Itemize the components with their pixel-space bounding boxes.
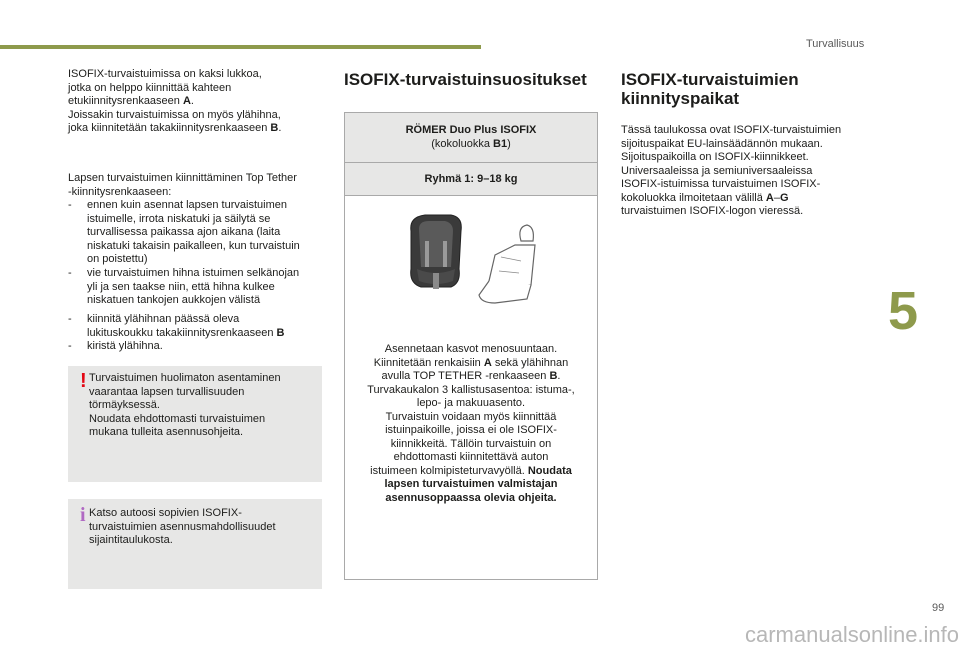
info-box: i Katso autoosi sopivien ISOFIX- turvaistuimien asennusmahdollisuudet sijaintitaulukosta. [68, 499, 322, 589]
child-seat-icon [403, 211, 543, 311]
warning-box: ! Turvaistuimen huolimaton asentaminen vaarantaa lapsen turvallisuuden törmäyksessä. Noudata ehdottomasti turvaistuimen mukana tulleita asennusohjeita. [68, 366, 322, 482]
intro-text: ISOFIX-turvaistuimissa on kaksi lukkoa, jotka on helppo kiinnittää kahteen etukiinnitysrenkaaseen A. Joissakin turvaistuimissa on myös ylähihna, joka kiinnitetään takakiinnitysrenkaaseen B. [68, 68, 282, 134]
seat-table [344, 112, 598, 580]
page-number: 99 [932, 602, 945, 614]
top-accent-bar [0, 45, 481, 49]
recommendations-title: ISOFIX-turvaistuinsuositukset [344, 70, 587, 89]
seat-name-cell: RÖMER Duo Plus ISOFIX (kokoluokka B1) [345, 113, 597, 163]
tether-intro: Lapsen turvaistuimen kiinnittäminen Top Tether -kiinnitysrenkaaseen: [68, 172, 297, 198]
info-icon: i [80, 504, 86, 526]
warning-icon: ! [80, 370, 87, 392]
chapter-number: 5 [888, 281, 919, 341]
anchorage-title: ISOFIX-turvaistuimien kiinnityspaikat [621, 70, 799, 108]
child-seat-illustration [403, 211, 543, 316]
anchorage-body: Tässä taulukossa ovat ISOFIX-turvaistuimien sijoituspaikat EU-lainsäädännön mukaan. Sijoituspaikoilla on ISOFIX-kiinnikkeet. Universaaleissa ja semiuniversaaleissa ISOFIX-istuimissa turvaistuimen ISOFIX- kokoluokka ilmoitetaan välillä A–G turvaistuimen ISOFIX-logon vieressä. [621, 124, 842, 217]
seat-description: Asennetaan kasvot menosuuntaan. Kiinnitetään renkaisiin A sekä ylähihnan avulla TOP TETHER -renkaaseen B. Turvakaukalon 3 kallistusasentoa: istuma-, lepo- ja makuuasento. Turvaistuin voidaan myös kiinnittää istuinpaikoille, joissa ei ole ISOFIX- kiinnikkeitä. Tällöin turvaistuin on ehdottomasti kiinnitettävä auton istuimeen kolmipisteturvavyöllä. Noudata lapsen turvaistuimen valmistajan asennusoppaassa olevia ohjeita. [367, 343, 575, 504]
section-title: Turvallisuus [806, 38, 865, 50]
group-cell: Ryhmä 1: 9–18 kg [345, 163, 597, 196]
watermark: carmanualsonline.info [745, 622, 960, 647]
